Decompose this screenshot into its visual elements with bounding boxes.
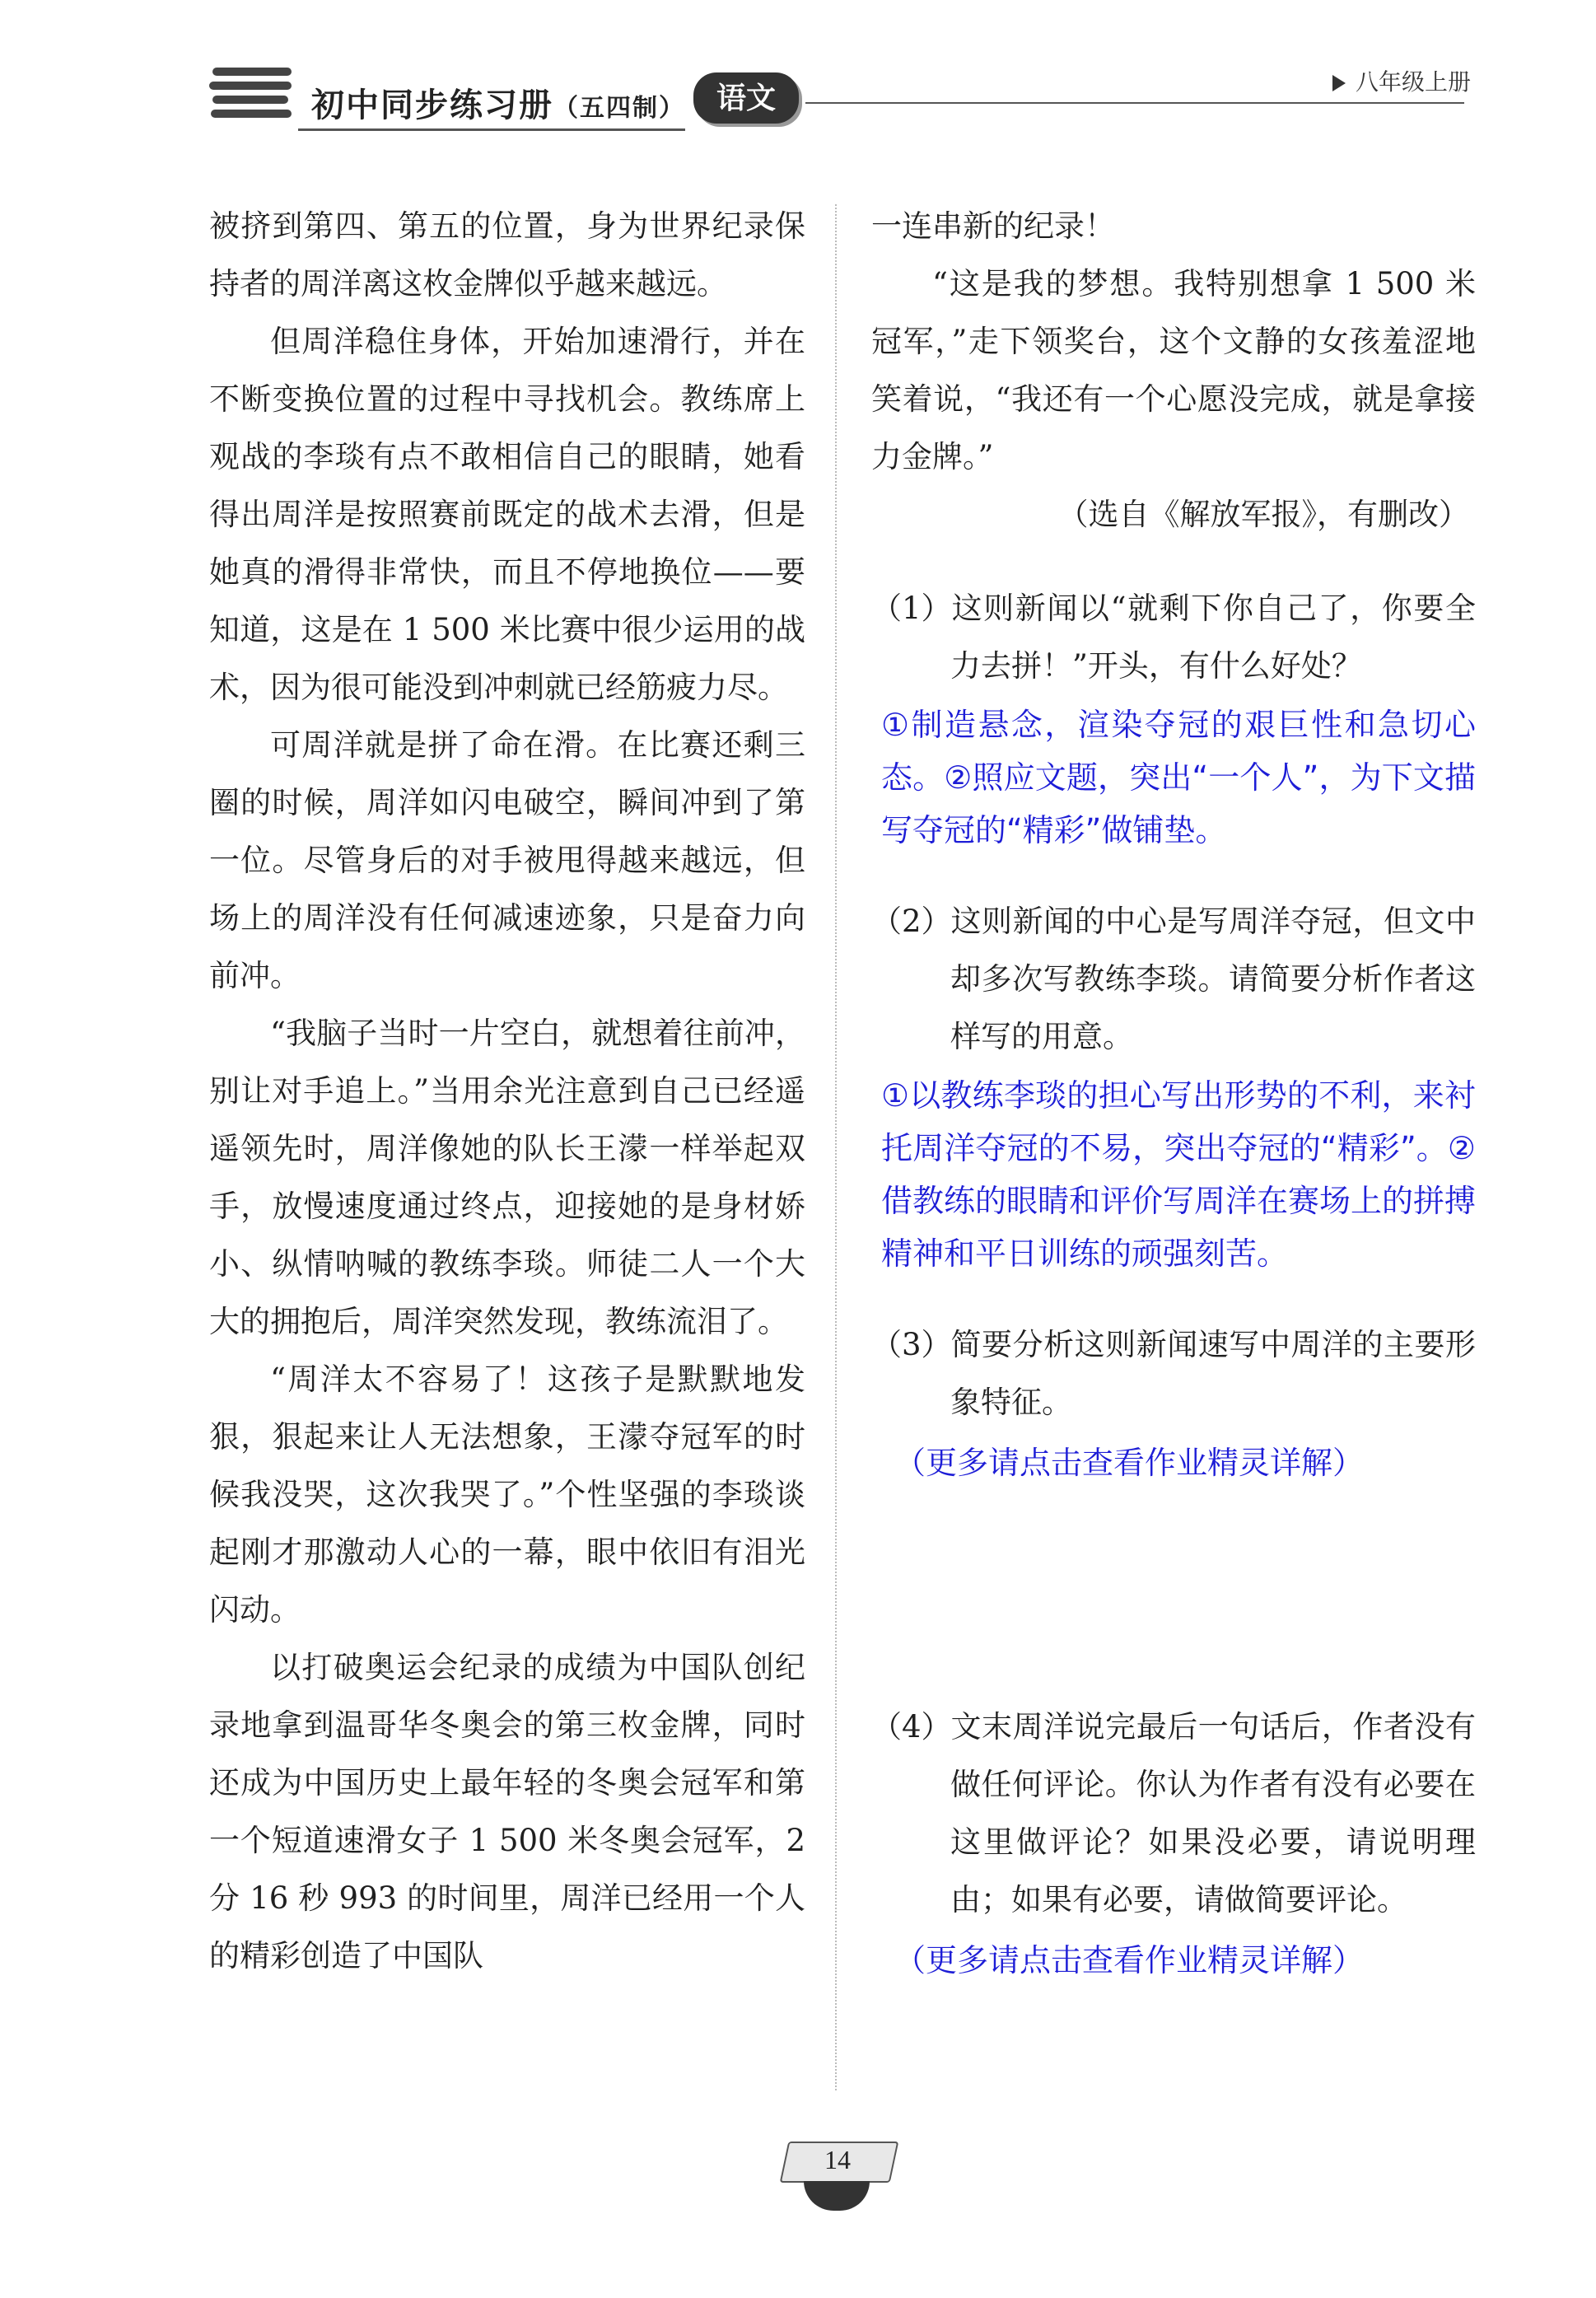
page-header <box>0 0 1596 140</box>
left-column <box>209 198 805 1985</box>
question-3: （3）简要分析这则新闻速写中周洋的主要形象特征。 <box>871 1327 1476 1420</box>
right-column <box>871 198 1476 1987</box>
more-details-link-4[interactable]: （更多请点击查看作业精灵详解） <box>894 1942 1365 1978</box>
page-number <box>784 2142 891 2216</box>
play-arrow-icon <box>1332 75 1346 91</box>
question-2: （2）这则新闻的中心是写周洋夺冠，但文中却多次写教练李琰。请简要分析作者这样写的用意。 <box>871 904 1476 1054</box>
paragraph: 被挤到第四、第五的位置，身为世界纪录保持者的周洋离这枚金牌似乎越来越远。 <box>209 208 805 301</box>
question-4: （4）文末周洋说完最后一句话后，作者没有做任何评论。你认为作者有没有必要在这里做评论？如果没必要，请说明理由；如果有必要，请做简要评论。 <box>871 1709 1476 1917</box>
paragraph: 但周洋稳住身体，开始加速滑行，并在不断变换位置的过程中寻找机会。教练席上观战的李琰有点不敢相信自己的眼睛，她看得出周洋是按照赛前既定的战术去滑，但是她真的滑得非常快，而且不停地换位——要知道，这是在 1 500 米比赛中很少运用的战术，因为很可能没到冲刺就已经筋疲力尽。 <box>209 324 805 705</box>
column-divider <box>835 204 837 2090</box>
grade-label: 八年级上册 <box>1332 64 1471 97</box>
paragraph: “周洋太不容易了！这孩子是默默地发狠，狠起来让人无法想象，王濛夺冠军的时候我没哭，这次我哭了。”个性坚强的李琰谈起刚才那激动人心的一幕，眼中依旧有泪光闪动。 <box>209 1362 805 1628</box>
subject-badge: 语文 <box>693 72 799 124</box>
paragraph: “我脑子当时一片空白，就想着往前冲，别让对手追上。”当用余光注意到自己已经遥遥领先时，周洋像她的队长王濛一样举起双手，放慢速度通过终点，迎接她的是身材娇小、纵情呐喊的教练李琰。师徒二人一个大大的拥抱后，周洋突然发现，教练流泪了。 <box>209 1016 805 1339</box>
book-stack-icon <box>212 68 295 124</box>
paragraph: 以打破奥运会纪录的成绩为中国队创纪录地拿到温哥华冬奥会的第三枚金牌，同时还成为中国历史上最年轻的冬奥会冠军和第一个短道速滑女子 1 500 米冬奥会冠军，2 分 16 秒 993 的时间里，周洋已经用一个人的精彩创造了中国队 <box>209 1650 805 1973</box>
source-note: （选自《解放军报》，有删改） <box>1057 497 1469 532</box>
page-number-text: 14 <box>824 2145 851 2174</box>
paragraph: “这是我的梦想。我特别想拿 1 500 米冠军，”走下领奖台，这个文静的女孩羞涩地笑着说，“我还有一个心愿没完成，就是拿接力金牌。” <box>871 266 1476 474</box>
answer-2: ①以教练李琰的担心写出形势的不利，来衬托周洋夺冠的不易，突出夺冠的“精彩”。②借教练的眼睛和评价写周洋在赛场上的拼搏精神和平日训练的顽强刻苦。 <box>881 1077 1477 1272</box>
question-1: （1）这则新闻以“就剩下你自己了，你要全力去拼！”开头，有什么好处？ <box>871 591 1476 684</box>
book-title: 初中同步练习册（五四制） <box>311 86 685 124</box>
more-details-link-3[interactable]: （更多请点击查看作业精灵详解） <box>894 1445 1365 1481</box>
paragraph: 可周洋就是拼了命在滑。在比赛还剩三圈的时候，周洋如闪电破空，瞬间冲到了第一位。尽管身后的对手被甩得越来越远，但场上的周洋没有任何减速迹象，只是奋力向前冲。 <box>209 727 805 993</box>
header-underline <box>298 128 685 131</box>
edition-label: （五四制） <box>553 94 685 123</box>
paragraph: 一连串新的纪录！ <box>871 208 1115 244</box>
answer-1: ①制造悬念，渲染夺冠的艰巨性和急切心态。②照应文题，突出“一个人”，为下文描写夺冠的“精彩”做铺垫。 <box>881 707 1476 848</box>
header-rule <box>805 102 1464 104</box>
